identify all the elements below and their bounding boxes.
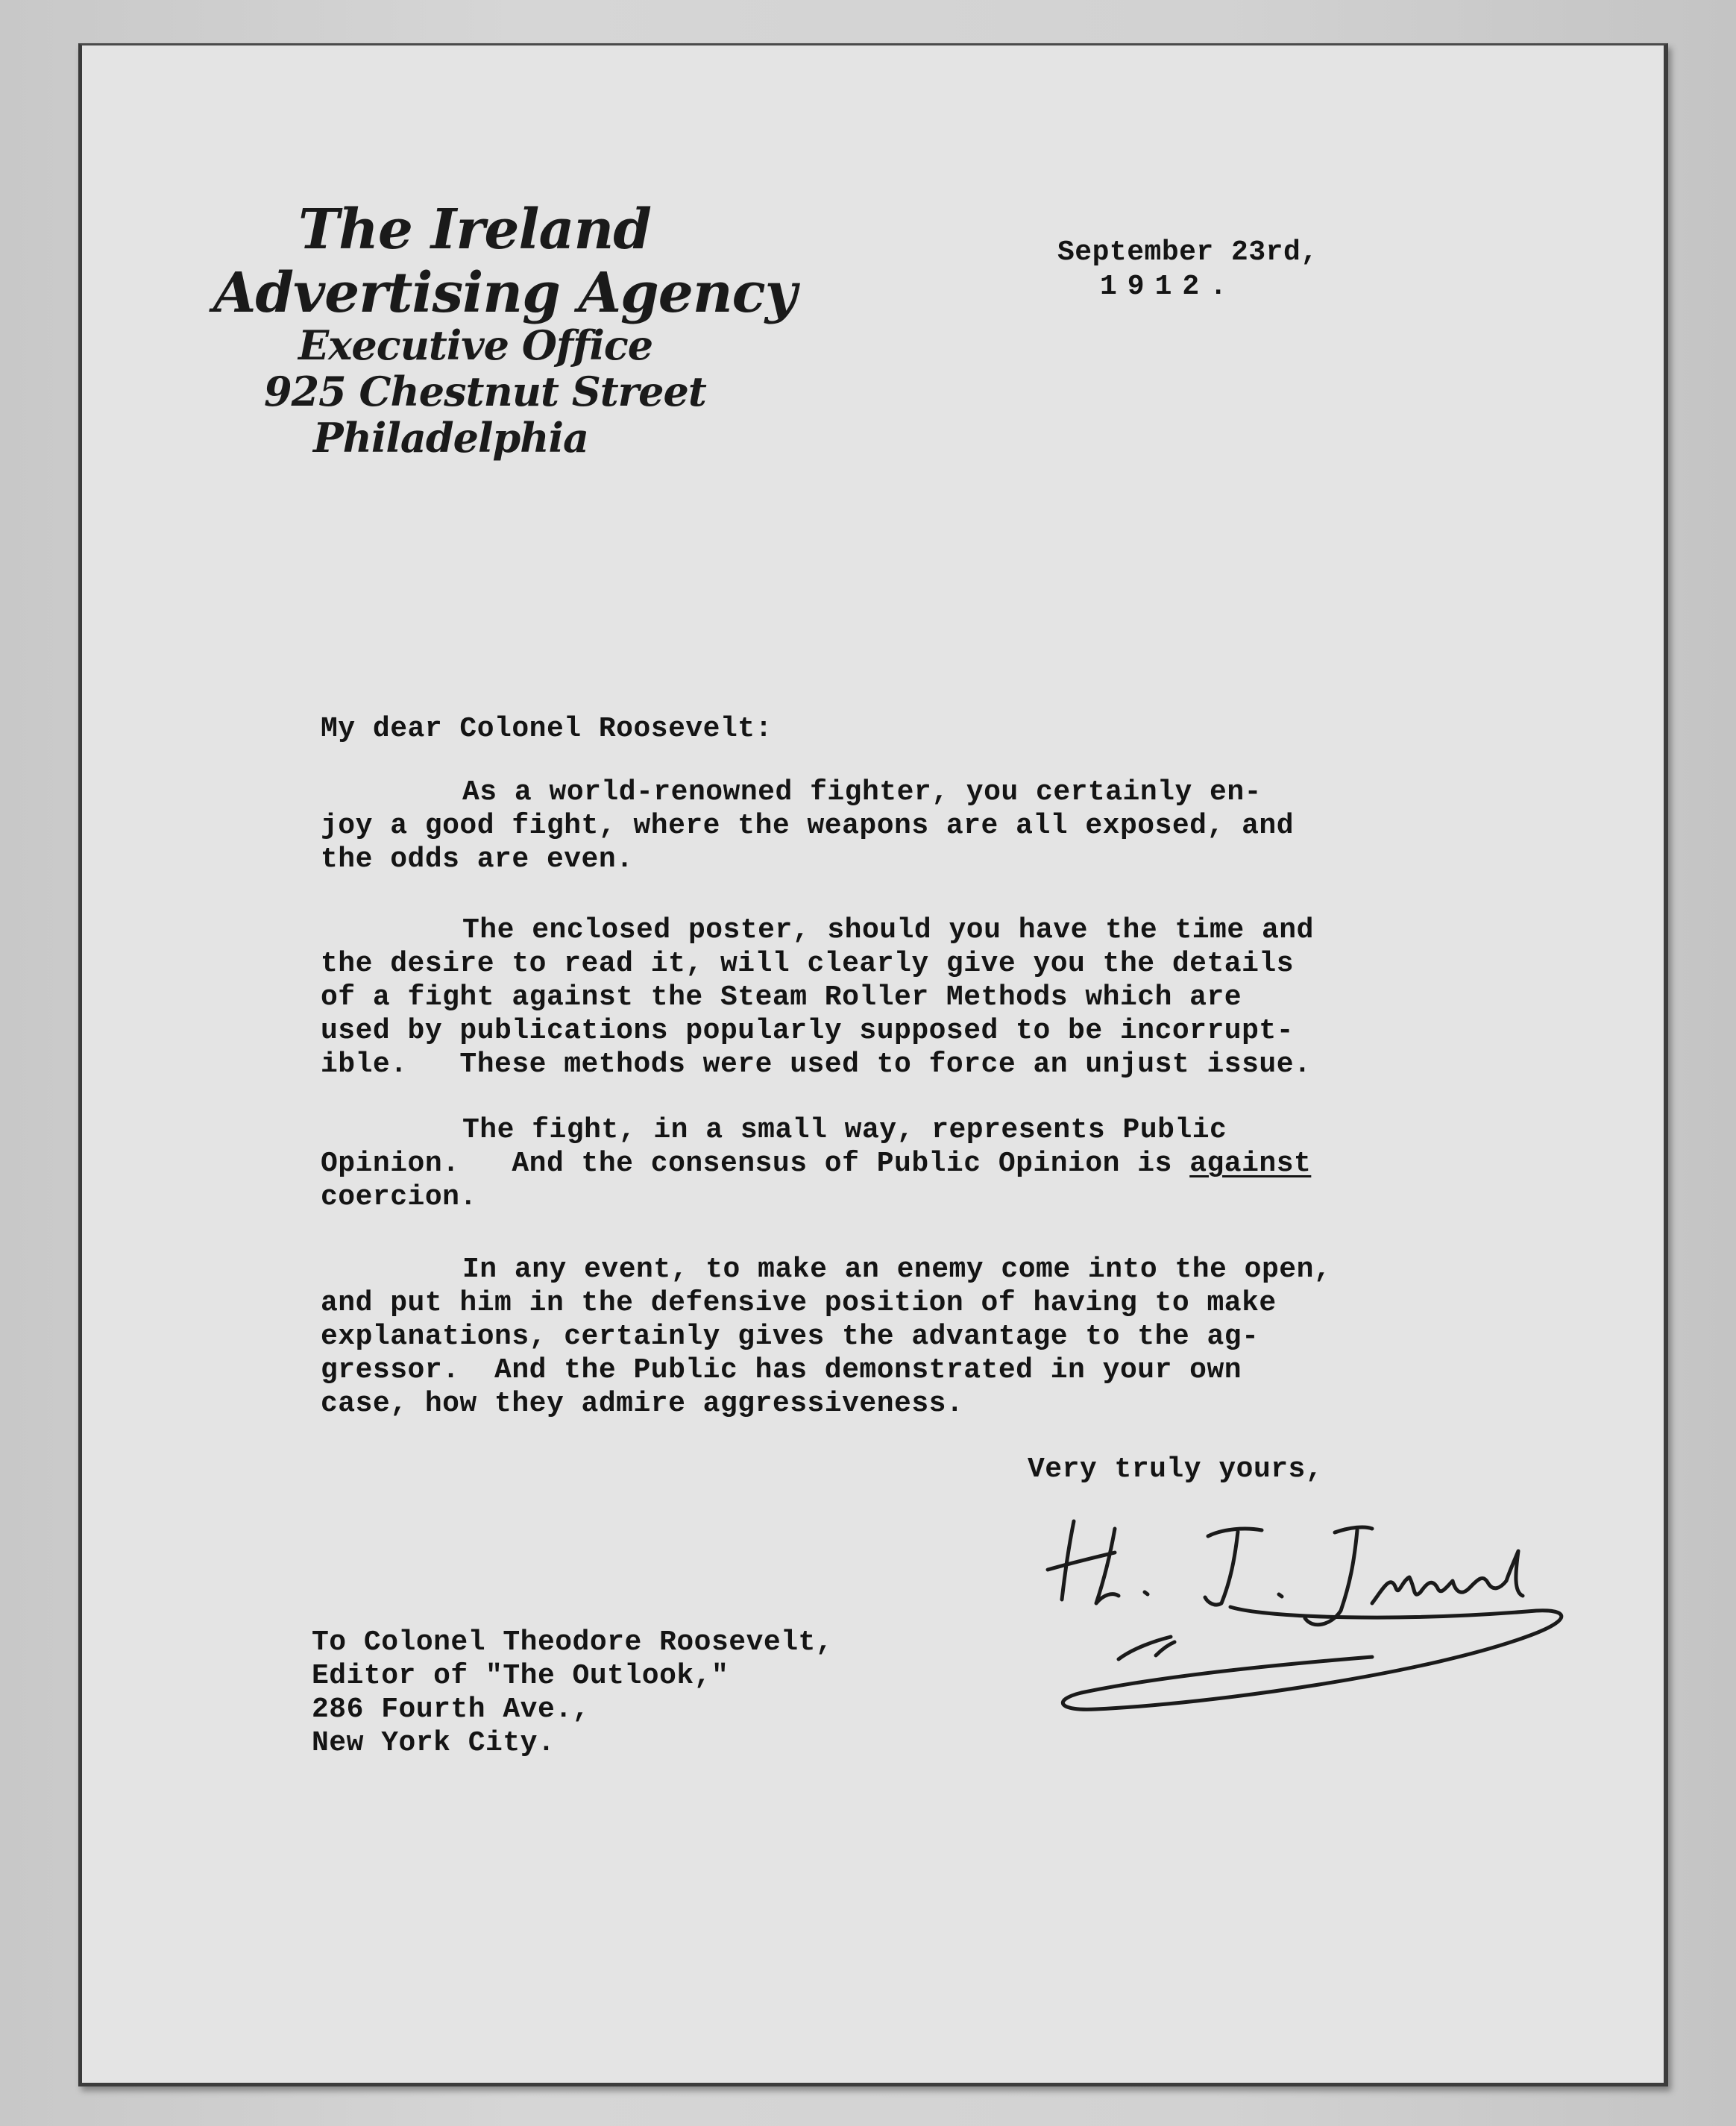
paragraph-line: coercion. bbox=[321, 1181, 477, 1213]
paragraph-line: gressor. And the Public has demonstrated in your own bbox=[321, 1354, 1242, 1386]
paragraph-line: the desire to read it, will clearly give you the details bbox=[321, 948, 1295, 980]
recipient-address bbox=[312, 1626, 833, 1760]
address-line: To Colonel Theodore Roosevelt, bbox=[312, 1626, 834, 1658]
paragraph-line: joy a good fight, where the weapons are all exposed, and bbox=[321, 810, 1295, 842]
letterhead-office: Executive Office bbox=[298, 321, 653, 369]
paragraph-line: The enclosed poster, should you have the time and bbox=[462, 914, 1314, 946]
letterhead-street: 925 Chestnut Street bbox=[264, 368, 706, 415]
paragraph-line: The fight, in a small way, represents Public bbox=[462, 1114, 1227, 1146]
paragraph-line: As a world-renowned fighter, you certainly en- bbox=[462, 776, 1262, 808]
paragraph-3 bbox=[321, 1113, 1484, 1214]
letter-date-year: 1912. bbox=[1100, 271, 1238, 303]
address-line: 286 Fourth Ave., bbox=[312, 1693, 590, 1726]
paragraph-4 bbox=[321, 1253, 1484, 1421]
paragraph-2 bbox=[321, 913, 1484, 1081]
letterhead-city: Philadelphia bbox=[313, 414, 589, 462]
paragraph-line: explanations, certainly gives the advantage to the ag- bbox=[321, 1321, 1259, 1353]
paragraph-line: of a fight against the Steam Roller Methods which are bbox=[321, 981, 1242, 1013]
paragraph-line: ible. These methods were used to force an unjust issue. bbox=[321, 1048, 1312, 1081]
letter-date-day: September 23rd, bbox=[1057, 236, 1318, 268]
letterhead-company-type: Advertising Agency bbox=[213, 261, 796, 325]
paragraph-line: In any event, to make an enemy come into the open, bbox=[462, 1254, 1332, 1286]
handwritten-signature bbox=[984, 1499, 1581, 1723]
paragraph-line-prefix: Opinion. And the consensus of Public Opinion is bbox=[321, 1148, 1190, 1180]
paragraph-1 bbox=[321, 776, 1484, 876]
underlined-word: against bbox=[1189, 1148, 1312, 1180]
salutation: My dear Colonel Roosevelt: bbox=[321, 713, 773, 745]
address-line: Editor of "The Outlook," bbox=[312, 1660, 729, 1692]
letterhead-company-name: The Ireland bbox=[298, 198, 651, 262]
closing: Very truly yours, bbox=[1028, 1453, 1324, 1485]
paragraph-line: and put him in the defensive position of having to make bbox=[321, 1287, 1277, 1319]
paragraph-line bbox=[321, 1147, 1484, 1180]
address-line: New York City. bbox=[312, 1727, 556, 1759]
paragraph-line: case, how they admire aggressiveness. bbox=[321, 1388, 964, 1420]
paragraph-line: used by publications popularly supposed to be incorrupt- bbox=[321, 1015, 1295, 1047]
paragraph-line: the odds are even. bbox=[321, 843, 634, 875]
